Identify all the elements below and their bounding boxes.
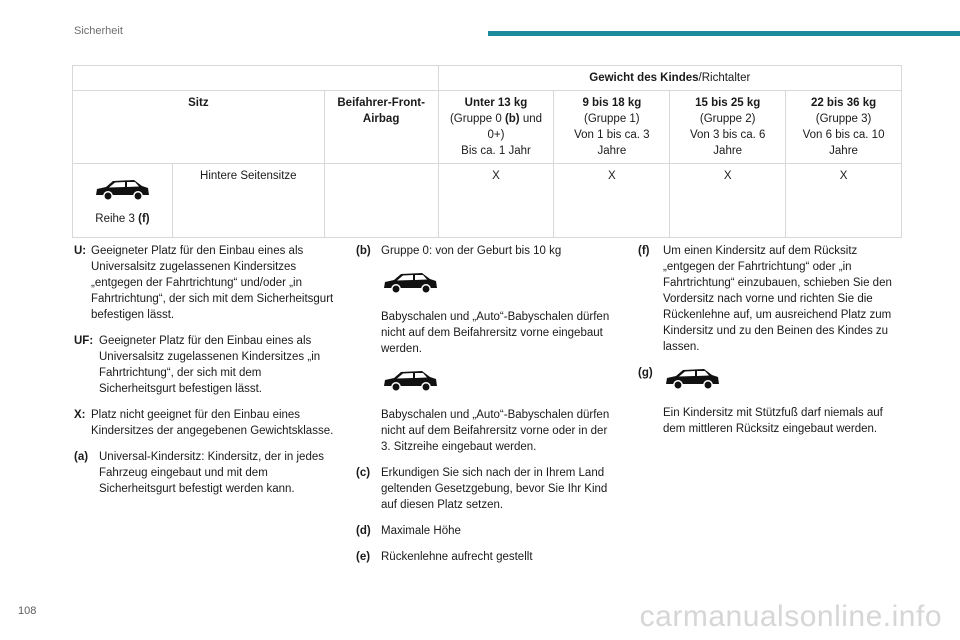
legend-item: X: Platz nicht geeignet für den Einbau eines Kindersitzes der angegebenen Gewichtsklasse. bbox=[74, 409, 334, 437]
table-header-empty bbox=[73, 66, 439, 91]
suitability-cell: X bbox=[670, 164, 786, 238]
legend-item: U: Geeigneter Platz für den Einbau eines als Universalsitz zugelassenen Kindersitzes „entgegen der Fahrtrichtung“ und/oder „in Fahrtrichtung“, der sich mit dem Sicherheitsgurt befestigen lässt. bbox=[74, 245, 334, 321]
legend-item-e: (e) Rückenlehne aufrecht gestellt bbox=[356, 551, 533, 563]
group-header: Unter 13 kg (Gruppe 0 (b) und 0+) Bis ca. 1 Jahr bbox=[438, 91, 554, 164]
legend-item-d: (d) Maximale Höhe bbox=[356, 525, 461, 537]
page-number: 108 bbox=[18, 605, 37, 617]
section-accent-bar bbox=[488, 31, 960, 36]
suitability-cell: X bbox=[554, 164, 670, 238]
weight-header: Gewicht des Kindes/Richtalter bbox=[438, 66, 901, 91]
legend-item-b: (b) Gruppe 0: von der Geburt bis 10 kg Babyschalen und „Auto“-Babyschalen dürfen nicht auf dem Beifahrersitz vorne eingebaut werden. Babyschalen und „Auto“-Babyschalen dürfen nicht auf dem Beifahrersitz vorne oder in der 3. Sitzreihe eingebaut werden. bbox=[356, 245, 610, 453]
car-icon bbox=[381, 367, 439, 393]
section-label: Sicherheit bbox=[74, 25, 123, 37]
airbag-column-header: Beifahrer-Front-Airbag bbox=[324, 91, 438, 164]
legend-right-column bbox=[638, 243, 902, 447]
suitability-cell: X bbox=[438, 164, 554, 238]
legend-left-column bbox=[74, 243, 340, 507]
legend-item-c: (c) Erkundigen Sie sich nach der in Ihrem Land geltenden Gesetzgebung, bevor Sie Ihr Kind auf diesen Platz setzen. bbox=[356, 467, 608, 511]
car-icon bbox=[93, 176, 151, 202]
suitability-cell: X bbox=[786, 164, 902, 238]
legend-item-f: (f) Um einen Kindersitz auf dem Rücksitz „entgegen der Fahrtrichtung“ oder „in Fahrtrichtung“ einzubauen, schieben Sie den Vordersitz nach vorne und richten Sie die Rückenlehne auf, um ausreichend Platz zum Kindersitz und zu den Beinen des Kindes zu lassen. bbox=[638, 245, 892, 353]
legend-item: UF: Geeigneter Platz für den Einbau eines als Universalsitz zugelassenen Kindersitzes „in Fahrtrichtung“, der sich mit dem Sicherheitsgurt befestigen lässt. bbox=[74, 335, 321, 395]
group-header: 9 bis 18 kg (Gruppe 1) Von 1 bis ca. 3 Jahre bbox=[554, 91, 670, 164]
car-icon bbox=[663, 365, 721, 391]
airbag-cell bbox=[324, 164, 438, 238]
legend-item-g: (g) Ein Kindersitz mit Stützfuß darf niemals auf dem mittleren Rücksitz eingebaut werden. bbox=[638, 367, 883, 435]
group-header: 22 bis 36 kg (Gruppe 3) Von 6 bis ca. 10 Jahre bbox=[786, 91, 902, 164]
seat-column-header: Sitz bbox=[73, 91, 325, 164]
row-label-cell: Reihe 3 (f) bbox=[73, 164, 173, 238]
legend-middle-column bbox=[356, 243, 618, 575]
watermark: carmanualsonline.info bbox=[639, 600, 942, 633]
legend-item: (a) Universal-Kindersitz: Kindersitz, der in jedes Fahrzeug eingebaut und mit dem Sicherheitsgurt befestigt werden kann. bbox=[74, 451, 324, 495]
group-header: 15 bis 25 kg (Gruppe 2) Von 3 bis ca. 6 Jahre bbox=[670, 91, 786, 164]
seat-name-cell: Hintere Seitensitze bbox=[172, 164, 324, 238]
child-seat-table bbox=[72, 65, 902, 238]
car-icon bbox=[381, 269, 439, 295]
